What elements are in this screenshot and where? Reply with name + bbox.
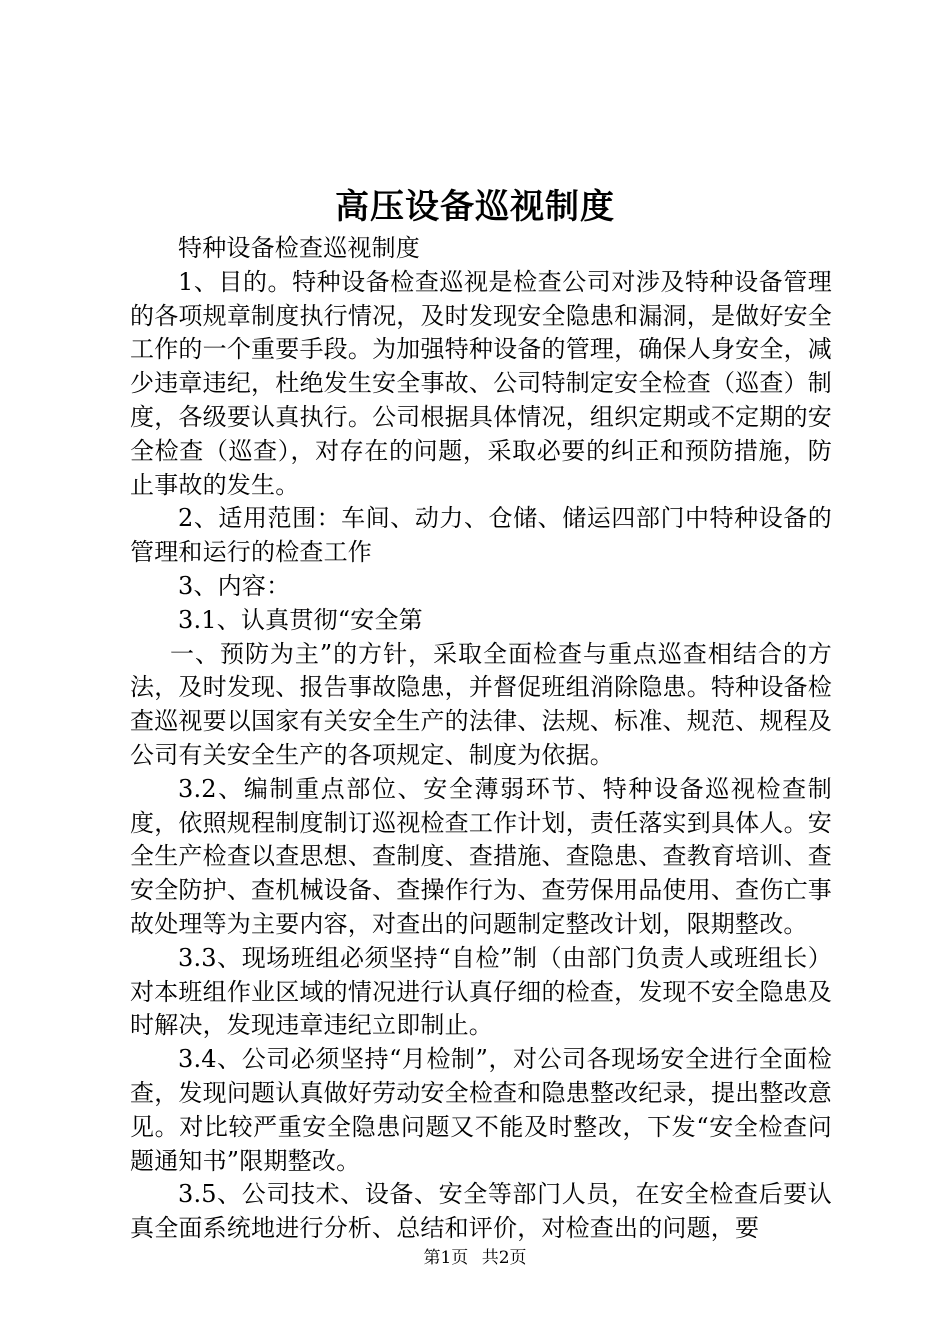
paragraph-3-3: 3.3、现场班组必须坚持“自检”制（由部门负责人或班组长）对本班组作业区域的情况进行认真仔细的检查，发现不安全隐患及时解决，发现违章违纪立即制止。 bbox=[130, 943, 832, 1040]
paragraph-purpose: 1、目的。特种设备检查巡视是检查公司对涉及特种设备管理的各项规章制度执行情况，及时发现安全隐患和漏洞，是做好安全工作的一个重要手段。为加强特种设备的管理，确保人身安全，减少违章违纪，杜绝发生安全事故、公司特制定安全检查（巡查）制度，各级要认真执行。公司根据具体情况，组织定期或不定期的安全检查（巡查），对存在的问题，采取必要的纠正和预防措施，防止事故的发生。 bbox=[130, 267, 832, 499]
document-body bbox=[130, 232, 832, 1246]
paragraph-principle: 一、预防为主”的方针，采取全面检查与重点巡查相结合的方法，及时发现、报告事故隐患，并督促班组消除隐患。特种设备检查巡视要以国家有关安全生产的法律、法规、标准、规范、规程及公司有关安全生产的各项规定、制度为依据。 bbox=[130, 639, 832, 769]
document-title: 高压设备巡视制度 bbox=[335, 187, 615, 227]
paragraph-3-5: 3.5、公司技术、设备、安全等部门人员，在安全检查后要认真全面系统地进行分析、总结和评价，对检查出的问题，要 bbox=[130, 1180, 832, 1243]
page-number-current: 第1页 bbox=[423, 1248, 469, 1268]
paragraph-3-2: 3.2、编制重点部位、安全薄弱环节、特种设备巡视检查制度，依照规程制度制订巡视检查工作计划，责任落实到具体人。安全生产检查以查思想、查制度、查措施、查隐患、查教育培训、查安全防护、查机械设备、查操作行为、查劳保用品使用、查伤亡事故处理等为主要内容，对查出的问题制定整改计划，限期整改。 bbox=[130, 774, 832, 938]
page-number-total: 共2页 bbox=[481, 1248, 527, 1268]
page-footer bbox=[0, 1246, 950, 1270]
paragraph-content-heading: 3、内容： bbox=[178, 571, 291, 600]
paragraph-scope: 2、适用范围：车间、动力、仓储、储运四部门中特种设备的管理和运行的检查工作 bbox=[130, 504, 832, 567]
paragraph-3-1: 3.1、认真贯彻“安全第 bbox=[178, 605, 423, 634]
paragraph-heading: 特种设备检查巡视制度 bbox=[178, 234, 420, 262]
paragraph-3-4: 3.4、公司必须坚持“月检制”，对公司各现场安全进行全面检查，发现问题认真做好劳动安全检查和隐患整改纪录，提出整改意见。对比较严重安全隐患问题又不能及时整改，下发“安全检查问题通知书”限期整改。 bbox=[130, 1045, 832, 1175]
